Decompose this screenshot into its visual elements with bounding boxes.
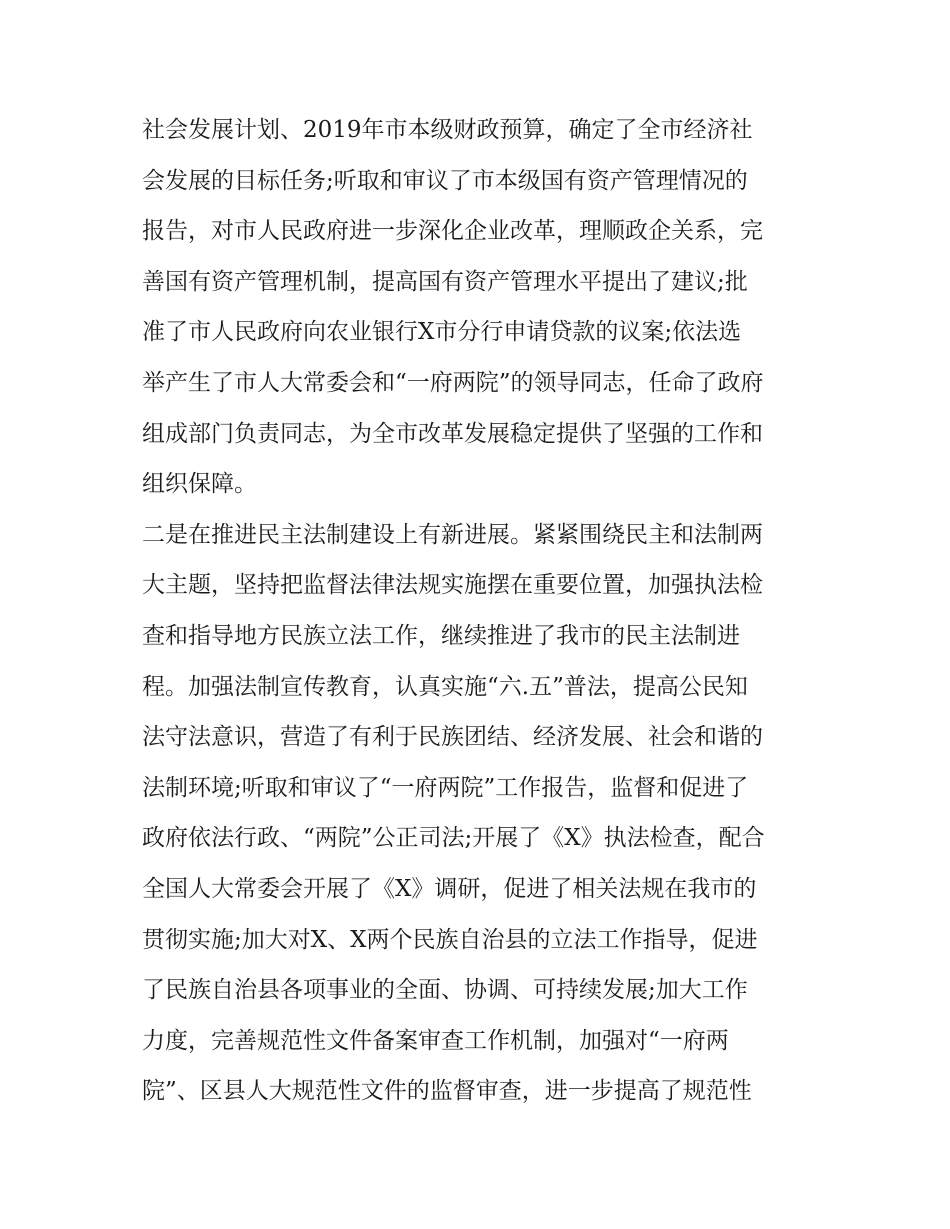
text-line: 组成部门负责同志，为全市改革发展稳定提供了坚强的工作和 bbox=[142, 420, 763, 447]
text-line: 大主题，坚持把监督法律法规实施摆在重要位置，加强执法检 bbox=[142, 572, 763, 599]
text-line: 贯彻实施;加大对X、X两个民族自治县的立法工作指导，促进 bbox=[142, 926, 758, 953]
text-line: 力度，完善规范性文件备案审查工作机制，加强对“一府两 bbox=[142, 1027, 729, 1054]
text-line: 查和指导地方民族立法工作，继续推进了我市的民主法制进 bbox=[142, 622, 740, 649]
body-text bbox=[142, 105, 822, 1117]
text-line: 程。加强法制宣传教育，认真实施“六.五”普法，提高公民知 bbox=[142, 673, 748, 700]
text-line: 政府依法行政、“两院”公正司法;开展了《X》执法检查，配合 bbox=[142, 825, 765, 852]
text-line: 全国人大常委会开展了《X》调研，促进了相关法规在我市的 bbox=[142, 875, 757, 902]
text-line: 法守法意识，营造了有利于民族团结、经济发展、社会和谐的 bbox=[142, 724, 763, 751]
text-line: 会发展的目标任务;听取和审议了市本级国有资产管理情况的 bbox=[142, 167, 748, 194]
text-line: 组织保障。 bbox=[142, 471, 257, 498]
text-line: 社会发展计划、2019年市本级财政预算，确定了全市经济社 bbox=[142, 117, 753, 143]
text-line: 院”、区县人大规范性文件的监督审查，进一步提高了规范性 bbox=[142, 1078, 752, 1105]
text-line: 二是在推进民主法制建设上有新进展。紧紧围绕民主和法制两 bbox=[142, 521, 763, 548]
text-line: 善国有资产管理机制，提高国有资产管理水平提出了建议;批 bbox=[142, 268, 748, 295]
text-line: 准了市人民政府向农业银行X市分行申请贷款的议案;依法选 bbox=[142, 319, 742, 346]
text-line: 报告，对市人民政府进一步深化企业改革，理顺政企关系，完 bbox=[142, 218, 763, 245]
text-line: 法制环境;听取和审议了“一府两院”工作报告，监督和促进了 bbox=[142, 774, 749, 801]
text-line: 举产生了市人大常委会和“一府两院”的领导同志，任命了政府 bbox=[142, 369, 764, 396]
text-line: 了民族自治县各项事业的全面、协调、可持续发展;加大工作 bbox=[142, 977, 748, 1004]
